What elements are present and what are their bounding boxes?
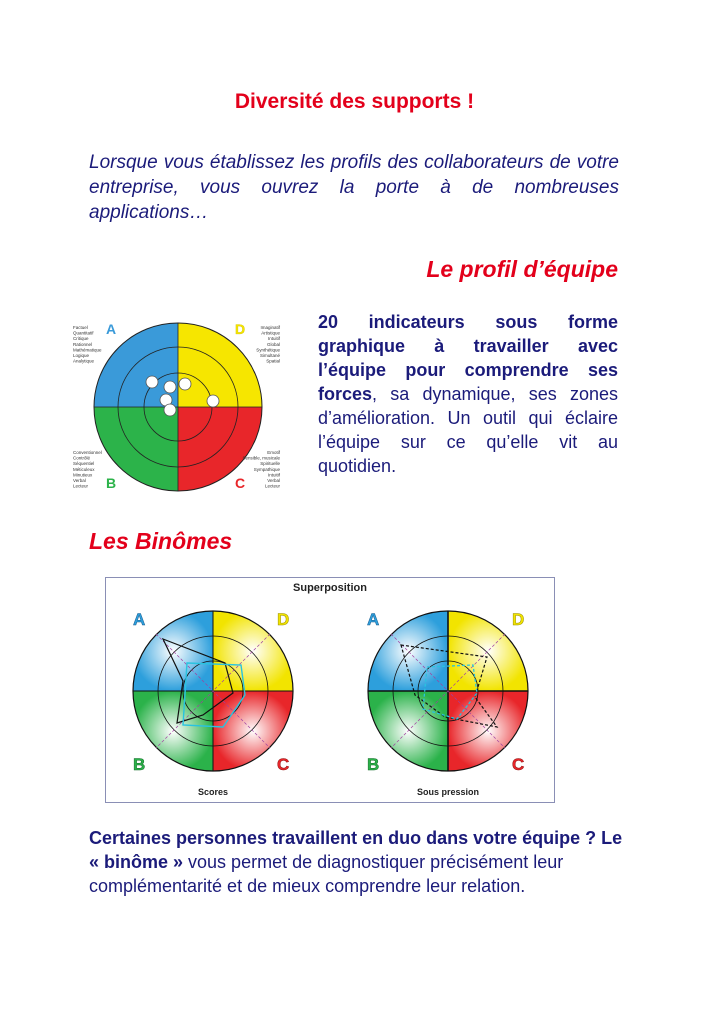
heading-binomes: Les Binômes — [89, 528, 233, 554]
scores-circle — [133, 611, 293, 771]
closing-bold: Certaines personnes travaillent en duo dans votre équipe ? Le « binôme » — [89, 828, 623, 872]
labels-a-item: Logique — [73, 353, 90, 358]
labels-a-item: Factuel — [73, 325, 88, 330]
labels-d — [256, 325, 281, 364]
labels-c-item: Emotif — [267, 450, 280, 455]
labels-c-item: Sensible, musicale — [242, 455, 280, 461]
labels-d-item: Synthétique — [256, 347, 280, 353]
labels-a-item: Critique — [73, 336, 89, 342]
scores-caption: Scores — [197, 787, 229, 797]
pressure-circle — [368, 611, 528, 771]
profil-equipe-description — [318, 310, 618, 478]
pressure-letter-d: D — [512, 610, 525, 629]
closing-paragraph — [89, 826, 629, 898]
labels-b-item: Lecteur — [73, 483, 89, 489]
team-profile-circle — [94, 323, 262, 491]
superposition-figure — [105, 577, 555, 803]
desc-rest: , sa dynamique, ses zones d’amélioration. Un outil qui éclaire l’équipe sur ce qu’elle vit au quotidien. — [318, 384, 618, 476]
labels-d-item: Simultané — [259, 353, 280, 358]
desc-bold: 20 indicateurs sous forme graphique à travailler avec l’équipe pour comprendre ses forces — [318, 312, 618, 404]
letter-d: D — [235, 321, 246, 337]
labels-c — [242, 450, 280, 489]
page-title: Diversité des supports ! — [234, 90, 475, 113]
labels-b-item: Conventionnel — [73, 450, 102, 455]
labels-a-item: Analytique — [73, 358, 95, 364]
labels-b — [73, 450, 102, 489]
labels-b-item: Séquentiel — [73, 461, 95, 467]
intro-paragraph: Lorsque vous établissez les profils des collaborateurs de votre entreprise, vous ouvrez la porte à de nombreuses applications… — [89, 152, 619, 223]
scores-letter-c: C — [277, 755, 290, 774]
labels-a-item: Rationnel — [73, 341, 93, 347]
scores-letter-b: B — [133, 755, 146, 774]
labels-c-item: Spirituelle — [260, 461, 280, 467]
letter-b: B — [106, 475, 117, 491]
labels-b-item: Verbal — [73, 478, 86, 483]
quadrant-c — [178, 407, 262, 491]
labels-d-item: Artistique — [261, 330, 280, 336]
heading-profil-equipe: Le profil d’équipe — [426, 256, 618, 282]
labels-b-item: Minutieux — [73, 472, 93, 478]
labels-b-item: Contrôlé — [73, 455, 91, 461]
labels-a-item: Quantitatif — [73, 330, 94, 336]
labels-d-item: Imaginatif — [260, 325, 280, 330]
team-profile-diagram — [70, 315, 290, 500]
pressure-letter-a: A — [367, 610, 380, 629]
figure-title: Superposition — [293, 582, 367, 594]
letter-a: A — [106, 321, 117, 337]
labels-d-item: Intuitif — [267, 336, 280, 342]
scores-letter-a: A — [133, 610, 146, 629]
quadrant-d — [178, 323, 262, 407]
labels-c-item: Intuitif — [267, 472, 280, 478]
labels-d-item: Global — [266, 341, 280, 347]
labels-a — [73, 325, 102, 364]
pressure-caption: Sous pression — [416, 787, 480, 797]
closing-rest: vous permet de diagnostiquer précisément leur complémentarité et de mieux comprendre leur relation. — [89, 852, 564, 896]
pressure-letter-c: C — [512, 755, 525, 774]
labels-b-item: Méticuleux — [73, 466, 95, 472]
labels-a-item: Mathématique — [73, 347, 102, 353]
labels-c-item: Verbal — [267, 478, 280, 483]
labels-c-item: Sympathique — [253, 466, 280, 472]
labels-d-item: Spatial — [266, 358, 280, 364]
letter-c: C — [235, 475, 246, 491]
labels-c-item: Lecteur — [264, 483, 280, 489]
pressure-letter-b: B — [367, 755, 380, 774]
scores-letter-d: D — [277, 610, 290, 629]
